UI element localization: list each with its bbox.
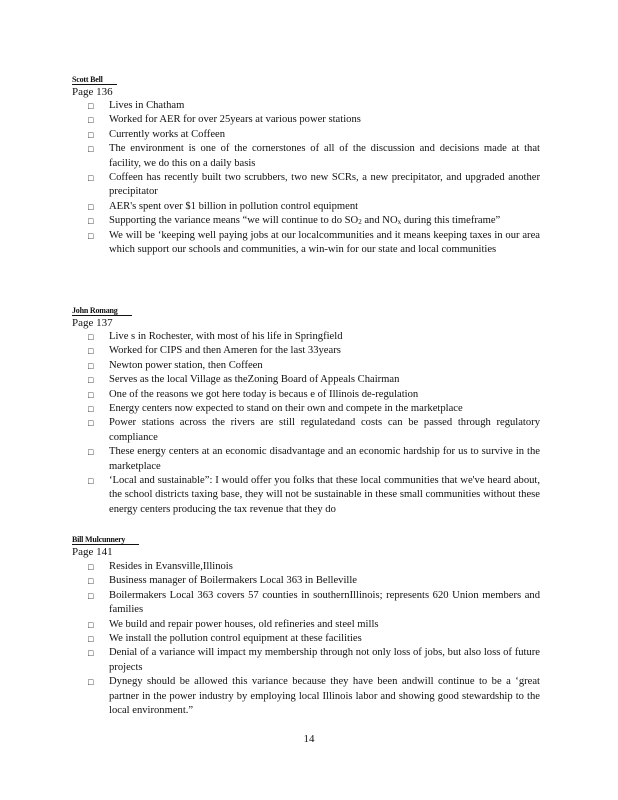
list-item: □ We install the pollution control equipment at these facilities [88,632,540,646]
list-item: □ AER's spent over $1 billion in pollution control equipment [88,200,540,214]
list-item: □ Lives in Chatham [88,99,540,113]
checkbox-bullet-icon: □ [88,115,94,126]
checkbox-bullet-icon: □ [88,648,94,659]
bullet-list [88,560,540,718]
checkbox-bullet-icon: □ [88,562,94,572]
checkbox-bullet-icon: □ [88,447,94,458]
speaker-name: John Romang [72,306,132,316]
list-item: □ Coffeen has recently built two scrubbers, two new SCRs, a new precipitator, and upgraded another precipitator [88,172,540,198]
page-number: 14 [303,733,315,745]
list-item: □ Boilermakers Local 363 covers 57 counties in southernIllinois; represents 620 Union members and families [88,589,540,616]
list-item: □ Resides in Evansville,Illinois [88,560,540,574]
list-item: □ We will be ‘keeping well paying jobs at our localcommunities and it means keeping taxes in our area which support our schools and communities, a win-win for our state and local communities [88,229,540,256]
list-item: □ Serves as the local Village as theZoning Board of Appeals Chairman [88,373,540,387]
checkbox-bullet-icon: □ [88,476,94,487]
list-item: □ Currently works at Coffeen [88,128,540,142]
speaker-name: Bill Mulcunnery [72,535,139,545]
checkbox-bullet-icon: □ [88,360,94,371]
checkbox-bullet-icon: □ [88,216,94,227]
page-reference: Page 141 [72,546,113,558]
checkbox-bullet-icon: □ [88,418,94,429]
list-item: □ Denial of a variance will impact my membership through not only loss of jobs, but also loss of future projects [88,647,540,673]
list-item: □ The environment is one of the cornerstones of all of the discussion and decisions made at that facility, we do this on a daily basis [88,143,540,169]
list-item: □ Worked for CIPS and then Ameren for the last 33years [88,344,540,358]
checkbox-bullet-icon: □ [88,101,94,111]
list-item: □ We build and repair power houses, old refineries and steel mills [88,618,540,632]
checkbox-bullet-icon: □ [88,677,94,688]
list-item: □ Newton power station, then Coffeen [88,359,540,373]
list-item: □ These energy centers at an economic disadvantage and an economic hardship for us to survive in the marketplace [88,446,540,472]
checkbox-bullet-icon: □ [88,173,94,184]
bullet-list [88,330,540,517]
checkbox-bullet-icon: □ [88,144,94,155]
checkbox-bullet-icon: □ [88,389,94,400]
list-item: □ Live s in Rochester, with most of his life in Springfield [88,330,540,344]
checkbox-bullet-icon: □ [88,230,94,241]
list-item: □ Business manager of Boilermakers Local 363 in Belleville [88,574,540,588]
bullet-list [88,99,540,257]
page-reference: Page 137 [72,317,113,329]
page-reference: Page 136 [72,86,113,98]
list-item: □ ‘Local and sustainable”: I would offer you folks that these local communities that we've heard about, the school districts taxing base, they will not be sustainable in these small communities without these energy centers producing the tax revenue that they do [88,475,540,515]
checkbox-bullet-icon: □ [88,590,94,601]
checkbox-bullet-icon: □ [88,332,94,342]
list-item: □ Supporting the variance means “we will continue to do $SO_2$ and $NO_x$ during this timeframe” [88,214,540,228]
speaker-name: Scott Bell [72,75,117,85]
list-item: □ Worked for AER for over 25years at various power stations [88,113,540,127]
checkbox-bullet-icon: □ [88,129,94,140]
checkbox-bullet-icon: □ [88,576,94,587]
list-item: □ Energy centers now expected to stand on their own and compete in the marketplace [88,402,540,416]
checkbox-bullet-icon: □ [88,201,94,212]
list-item: □ Power stations across the rivers are still regulatedand costs can be passed through regulatory compliance [88,417,540,443]
checkbox-bullet-icon: □ [88,634,94,645]
checkbox-bullet-icon: □ [88,375,94,386]
checkbox-bullet-icon: □ [88,619,94,630]
list-item: □ One of the reasons we got here today is becaus e of Illinois de-regulation [88,388,540,402]
checkbox-bullet-icon: □ [88,346,94,357]
list-item: □ Dynegy should be allowed this variance because they have been andwill continue to be a ‘great partner in the power industry by employing local Illinois labor and showing good stewardship to the local environment.” [88,676,540,717]
checkbox-bullet-icon: □ [88,404,94,415]
